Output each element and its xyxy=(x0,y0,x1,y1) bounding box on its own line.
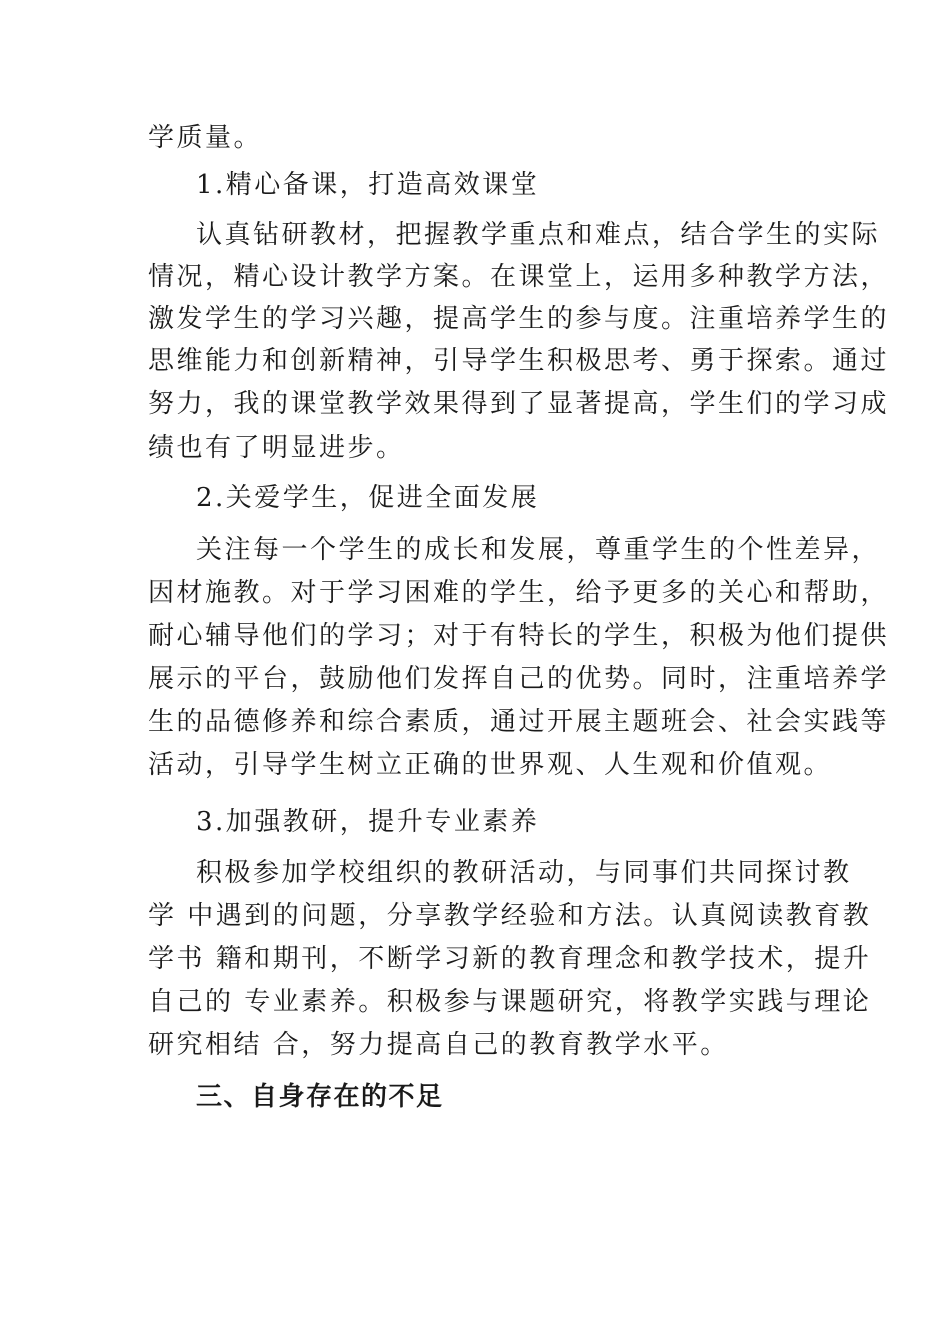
section-heading-3: 3.加强教研，提升专业素养 xyxy=(196,807,540,837)
chapter-heading: 三、自身存在的不足 xyxy=(196,1082,444,1112)
paragraph-1-line-6: 绩也有了明显进步。 xyxy=(148,433,405,463)
paragraph-3-line-4: 自己的 专业素养。积极参与课题研究，将教学实践与理论 xyxy=(148,987,872,1017)
paragraph-2-line-4: 展示的平台，鼓励他们发挥自己的优势。同时，注重培养学 xyxy=(148,664,890,694)
section-heading-1: 1.精心备课，打造高效课堂 xyxy=(196,170,540,200)
paragraph-1-line-1: 认真钻研教材，把握教学重点和难点，结合学生的实际 xyxy=(196,220,881,250)
paragraph-3-line-5: 研究相结 合，努力提高自己的教育教学水平。 xyxy=(148,1030,729,1060)
paragraph-2-line-6: 活动，引导学生树立正确的世界观、人生观和价值观。 xyxy=(148,750,833,780)
paragraph-2-line-3: 耐心辅导他们的学习；对于有特长的学生，积极为他们提供 xyxy=(148,621,890,651)
paragraph-continuation-line: 学质量。 xyxy=(148,123,263,153)
paragraph-1-line-5: 努力，我的课堂教学效果得到了显著提高，学生们的学习成 xyxy=(148,389,890,419)
paragraph-2-line-1: 关注每一个学生的成长和发展，尊重学生的个性差异， xyxy=(196,535,881,565)
paragraph-2-line-2: 因材施教。对于学习困难的学生，给予更多的关心和帮助， xyxy=(148,578,890,608)
paragraph-1-line-3: 激发学生的学习兴趣，提高学生的参与度。注重培养学生的 xyxy=(148,304,890,334)
paragraph-3-line-3: 学书 籍和期刊，不断学习新的教育理念和教学技术，提升 xyxy=(148,944,872,974)
paragraph-2-line-5: 生的品德修养和综合素质，通过开展主题班会、社会实践等 xyxy=(148,707,890,737)
paragraph-3-line-1: 积极参加学校组织的教研活动，与同事们共同探讨教 xyxy=(196,858,852,888)
section-heading-2: 2.关爱学生，促进全面发展 xyxy=(196,483,540,513)
paragraph-1-line-4: 思维能力和创新精神，引导学生积极思考、勇于探索。通过 xyxy=(148,346,890,376)
paragraph-1-line-2: 情况，精心设计教学方案。在课堂上，运用多种教学方法， xyxy=(148,262,890,292)
paragraph-3-line-2: 学 中遇到的问题，分享教学经验和方法。认真阅读教育教 xyxy=(148,901,872,931)
